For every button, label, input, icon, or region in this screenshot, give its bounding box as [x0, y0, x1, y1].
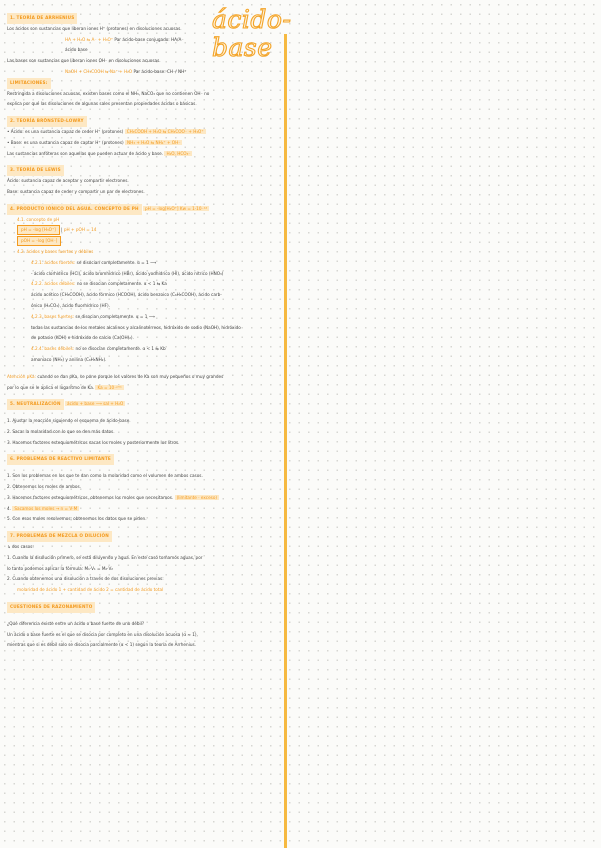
text-line [7, 482, 285, 493]
note-label: Atención pKa: [7, 373, 36, 379]
section-heading [7, 454, 285, 465]
list-item-text [7, 301, 285, 312]
text-line [7, 176, 285, 187]
text-line [7, 640, 285, 651]
equation-label-line [7, 45, 285, 56]
highlighted-formula: Ka = 10⁻ᵖᴷᵃ [97, 384, 122, 390]
item-label: 4.2.2. ácidos débiles: [31, 281, 76, 287]
item-text: no se disocian completamente. α < 1 ⇆ Kb [75, 346, 166, 352]
heading-text: 1. TEORÍA DE ARRHENIUS [7, 13, 77, 24]
equation-note: Par ácido-base: CH⁻/ NH⁺ [133, 68, 187, 74]
line-text: Restringida a disoluciones acuosas, existen bases como el NH₃, NaCO₃ que no contienen OH⁻ no [7, 90, 210, 96]
list-item-text [7, 269, 285, 280]
heading-text: 5. NEUTRALIZACIÓN [7, 399, 64, 410]
section-heading [7, 399, 285, 410]
line-text: mientras que si es débil solo se disocia parcialmente (α < 1) según la teoría de Arrhenius. [7, 642, 196, 648]
text-line [7, 99, 285, 110]
item-text: todas las sustancias de los metales alcalinos y alcalinotérreos, hidróxido de sodio (NaOH), hidróxido [31, 324, 241, 330]
highlighted-line [7, 585, 285, 596]
heading-text: 6. PROBLEMAS DE REACTIVO LIMITANTE [7, 454, 114, 465]
text-line [7, 187, 285, 198]
text-line [7, 574, 285, 585]
subsection-text: 4.1. concepto de pH [17, 216, 60, 222]
line-text: 4. [7, 505, 11, 511]
highlighted-formula: NH₃ + H₂O ⇆ NH₄⁺ + OH⁻ [127, 139, 181, 145]
text-line [7, 89, 285, 100]
formula-line: pH = -log [H₃O⁺] | pH + pOH = 14 [7, 225, 285, 236]
line-text: 2. Obtenemos los moles de ambos. [7, 484, 81, 490]
list-item-text [7, 290, 285, 301]
text-line [7, 56, 285, 67]
highlighted-formula: H₂O, HCO₃⁻ [166, 150, 191, 156]
line-text: Las sustancias anfóteras son aquellas que pueden actuar de ácido y base. [7, 150, 164, 156]
section-heading [7, 602, 285, 613]
formula-box: pOH = -log [OH⁻] [17, 236, 61, 246]
text-line [7, 127, 285, 138]
text-line [7, 514, 285, 525]
section-heading [7, 204, 285, 215]
equation-line [7, 35, 285, 46]
line-text: • Ácido: es una sustancia capaz de ceder H⁺ (protones) [7, 128, 124, 134]
text-line [7, 504, 285, 515]
text-line [7, 564, 285, 575]
line-text: 3. Hacemos factores estequiométricos, obtenemos los moles que necesitamos. [7, 494, 174, 500]
heading-text: LIMITACIONES: [7, 78, 51, 89]
text-line [7, 493, 285, 504]
list-item [7, 279, 285, 290]
line-text: 2. Sacar la molaridad con lo que se den más datos. [7, 428, 115, 434]
text-line [7, 383, 285, 394]
equation-note: Par ácido-base conjugado: HA/A⁻ [114, 36, 184, 42]
highlighted-formula: Sacamos los moles → n = V·M [14, 505, 78, 511]
item-text: se disocian completamente. α = 1 ⟶ [76, 259, 157, 265]
text-line [7, 149, 285, 160]
subsection-heading [7, 215, 285, 226]
line-text: 5. Con esos moles resolvemos, obtenemos los datos que se piden. [7, 516, 147, 522]
formula: pH + pOH = 14 [63, 227, 97, 233]
subsection-heading [7, 247, 285, 258]
line-text: Los ácidos son sustancias que liberan iones H⁺ (protones) en disoluciones acuosas. [7, 25, 182, 31]
highlighted-formula: ácido + base ⟶ sal + H₂O [67, 401, 124, 407]
text-line [7, 619, 285, 630]
list-item [7, 312, 285, 323]
line-text: 3. Hacemos factores estequiométricos sacas los moles y posteriormente los litros. [7, 439, 180, 445]
line-text: Un ácido o base fuerte es el que se disocia por completo en una disolución acuosa (α ≈ 1), [7, 631, 198, 637]
heading-text: 7. PROBLEMAS DE MEZCLA O DILUCIÓN [7, 531, 112, 542]
line-text: Las bases son sustancias que liberan iones OH⁻ en disoluciones acuosas. [7, 58, 161, 64]
equation: NaOH + CH₃COOH ⇆ Na⁺ + H₂O [65, 68, 133, 74]
highlighted-formula: pH = -log[H₃O⁺] Kw = 1·10⁻¹⁴ [145, 205, 208, 211]
line-text: Ácido: sustancia capaz de aceptar y compartir electrones. [7, 178, 129, 184]
equation-labels: ácido base [65, 47, 88, 53]
item-text: ácido acético (CH₃COOH), ácido fórmico (HCOOH), ácido benzoico (C₆H₅COOH), ácido carb- [31, 292, 222, 298]
list-item-text [7, 355, 285, 366]
section-heading [7, 165, 285, 176]
line-text: Base: sustancia capaz de ceder y compartir un par de electrones. [7, 188, 145, 194]
line-text: ↳ dos casos: [7, 544, 34, 550]
item-label: 4.2.1. ácidos fuertes: [31, 259, 76, 265]
line-text: explica por qué las disoluciones de algunas sales presentan propiedades ácidas o básicas. [7, 101, 197, 107]
notes-content [7, 13, 285, 651]
subsection-text: 4.2. ácidos y bases fuertes y débiles [17, 248, 94, 254]
text-line [7, 553, 285, 564]
formula-box: pH = -log [H₃O⁺] [17, 225, 60, 235]
page-title: ácido-base [212, 5, 292, 62]
line-text: por lo que se le aplica el logaritmo de Ka. [7, 384, 95, 390]
heading-text: CUESTIONES DE RAZONAMIENTO [7, 602, 95, 613]
item-text: ónico (H₂CO₃), ácido fluorhídrico (HF). [31, 302, 111, 308]
line-text: 2. Cuando obtenemos una disolución a través de dos disoluciones previas: [7, 576, 164, 582]
item-label: 4.2.4. bases débiles: [31, 346, 75, 352]
formula-line [7, 236, 285, 247]
text-line [7, 416, 285, 427]
item-label: 4.2.3. bases fuertes: [31, 313, 75, 319]
text-line [7, 24, 285, 35]
text-line [7, 138, 285, 149]
section-heading [7, 531, 285, 542]
text-line [7, 427, 285, 438]
highlighted-formula: CH₃COOH + H₂O ⇆ CH₃COO⁻ + H₃O⁺ [126, 128, 204, 134]
list-item [7, 258, 285, 269]
line-text: 1. Ajustar la reacción siguiendo el esquema de ácido-base. [7, 418, 131, 424]
item-text: se disocian completamente. α = 1 ⟶ [75, 313, 155, 319]
line-text: lo tanto podemos aplicar la fórmula: M₁·V₁ = M₂·V₂ [7, 565, 113, 571]
list-item [7, 344, 285, 355]
item-text: no se disocian completamente. α < 1 ⇆ Ka [76, 281, 167, 287]
equation-line [7, 67, 285, 78]
note-line [7, 372, 285, 383]
section-heading [7, 78, 285, 89]
highlighted-text: molaridad de ácido 1 + cantidad de ácido 2 = cantidad de ácido total [17, 587, 164, 593]
text-line [7, 471, 285, 482]
highlighted-formula: (limitante · exceso) [176, 494, 218, 500]
list-item-text [7, 333, 285, 344]
heading-text: 3. TEORÍA DE LEWIS [7, 165, 64, 176]
line-text: ¿Qué diferencia existe entre un ácido o base fuerte de uno débil? [7, 620, 145, 626]
line-text: • Base: es una sustancia capaz de captar H⁺ (protones) [7, 139, 124, 145]
item-text: amoniaco (NH₃) y anilina (C₆H₅NH₂). [31, 356, 107, 362]
section-heading [7, 13, 285, 24]
text-line [7, 438, 285, 449]
equation: HA + H₂O ⇆ A⁻ + H₃O⁺ [65, 36, 114, 42]
heading-text: 2. TEORÍA BRÖNSTED-LOWRY [7, 116, 87, 127]
note-text: cuando se dan pKa, se pone porque los valores de Ka son muy pequeños o muy grandes [37, 373, 224, 379]
list-item-text [7, 323, 285, 334]
text-line [7, 542, 285, 553]
section-heading [7, 116, 285, 127]
item-text: - ácido clorhídrico (HCl), ácido bromhídrico (HBr), ácido yodhídrico (HI), ácido nítrico (HNO₃) [31, 270, 224, 276]
item-text: de potasio (KOH) e hidróxido de calcio (Ca(OH)₂). [31, 335, 134, 341]
line-text: 1. Cuando la disolución primero, se está diluyendo y agua. En este caso tomamos aguas, por [7, 554, 203, 560]
heading-text: 4. PRODUCTO IÓNICO DEL AGUA. CONCEPTO DE PH [7, 204, 142, 215]
line-text: 1. Son los problemas en los que te dan como la molaridad como el volumen de ambos casos. [7, 473, 203, 479]
text-line [7, 630, 285, 641]
